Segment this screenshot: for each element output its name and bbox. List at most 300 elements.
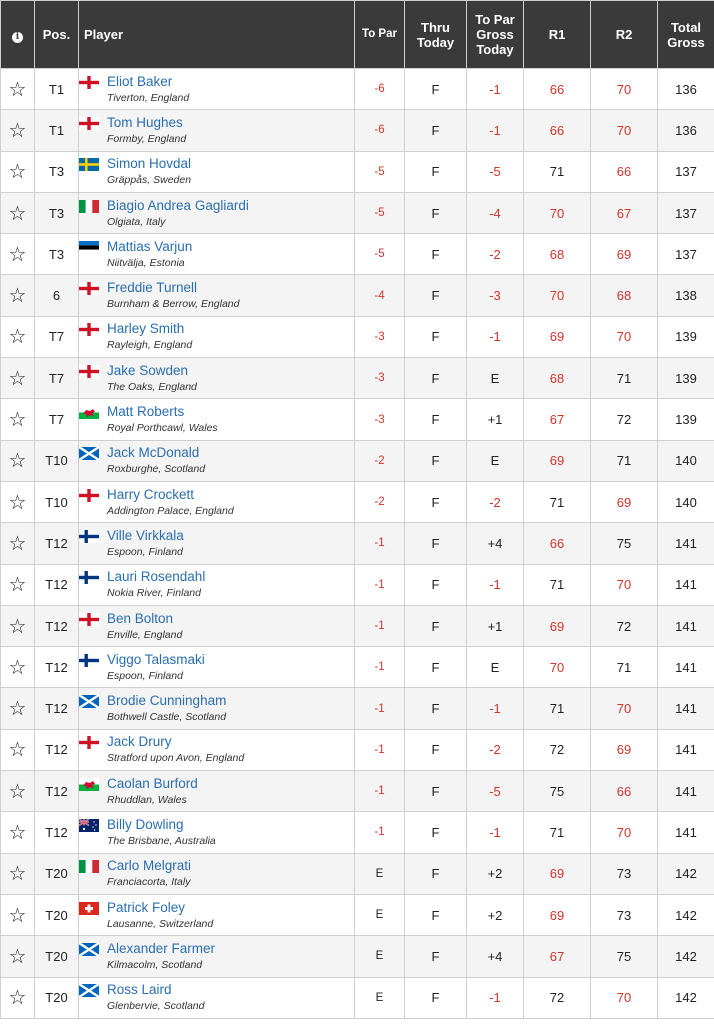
favorite-star-icon[interactable]: ☆ [1,812,35,853]
r2-cell: 70 [591,110,658,151]
r1-cell: 69 [524,440,591,481]
total-gross-cell: 141 [658,647,714,688]
r2-cell: 71 [591,647,658,688]
player-text [107,775,198,808]
to-par-gross-today-header[interactable] [467,1,524,69]
player-hometown: Glenbervie, Scotland [107,1000,205,1013]
pos-cell: T12 [35,523,79,564]
to-par-cell: -5 [355,192,405,233]
total-gross-header[interactable] [658,1,714,69]
player-hometown: Bothwell Castle, Scotland [107,711,227,724]
table-row[interactable] [1,523,714,564]
scotland-flag-icon [79,695,99,708]
to-par-cell: -2 [355,440,405,481]
player-wrap [79,279,354,312]
scotland-flag-icon [79,943,99,956]
player-cell [79,399,355,440]
player-name-link[interactable]: Carlo Melgrati [107,858,192,874]
gross-today-cell: -3 [467,275,524,316]
gross-today-line-3: Today [476,42,514,57]
thru-cell: F [405,399,467,440]
table-row[interactable] [1,399,714,440]
gross-today-cell: -1 [467,110,524,151]
to-par-cell: -1 [355,605,405,646]
table-row[interactable] [1,234,714,275]
thru-cell: F [405,853,467,894]
player-name-link[interactable]: Tom Hughes [107,114,183,130]
player-cell [79,481,355,522]
favorite-star-icon[interactable]: ☆ [1,688,35,729]
estonia-flag-icon [79,241,99,254]
pos-cell: T10 [35,440,79,481]
player-name-link[interactable]: Patrick Foley [107,899,186,915]
pos-cell: T1 [35,110,79,151]
favorite-star-icon[interactable]: ☆ [1,440,35,481]
player-wrap [79,692,354,725]
player-cell [79,894,355,935]
favorite-star-icon[interactable]: ☆ [1,853,35,894]
favorite-star-icon[interactable]: ☆ [1,358,35,399]
table-row[interactable] [1,151,714,192]
favorite-star-icon[interactable]: ☆ [1,729,35,770]
r1-cell: 72 [524,729,591,770]
thru-cell: F [405,192,467,233]
r1-cell: 69 [524,316,591,357]
favorite-star-icon[interactable]: ☆ [1,151,35,192]
player-text [107,981,204,1014]
player-name-link[interactable]: Viggo Talasmaki [107,651,205,667]
table-row[interactable] [1,69,714,110]
total-gross-cell: 139 [658,358,714,399]
gross-today-cell: +4 [467,936,524,977]
total-gross-cell: 137 [658,151,714,192]
thru-cell: F [405,69,467,110]
pos-cell: T20 [35,936,79,977]
player-wrap [79,320,354,353]
player-hometown: The Brisbane, Australia [107,834,216,847]
table-row[interactable] [1,812,714,853]
to-par-cell: -1 [355,523,405,564]
thru-cell: F [405,564,467,605]
sweden-flag-icon [79,158,99,171]
table-row[interactable] [1,564,714,605]
player-name-link[interactable]: Freddie Turnell [107,280,198,296]
pos-header[interactable]: Pos. [35,1,79,69]
thru-today-header[interactable] [405,1,467,69]
total-gross-cell: 139 [658,316,714,357]
pos-cell: T3 [35,234,79,275]
pos-cell: T12 [35,771,79,812]
table-row[interactable] [1,316,714,357]
r1-cell: 71 [524,564,591,605]
thru-cell: F [405,234,467,275]
pos-cell: T20 [35,977,79,1018]
player-cell [79,316,355,357]
total-gross-cell: 141 [658,771,714,812]
player-name-link[interactable]: Simon Hovdal [107,156,192,172]
to-par-cell: -3 [355,358,405,399]
pos-cell: T12 [35,647,79,688]
info-header[interactable] [1,1,35,69]
player-hometown: Tiverton, England [107,91,190,104]
r1-cell: 68 [524,358,591,399]
pos-cell: T12 [35,688,79,729]
gross-today-line-1: To Par [475,12,515,27]
player-cell [79,523,355,564]
table-row[interactable] [1,358,714,399]
thru-cell: F [405,977,467,1018]
to-par-cell: -2 [355,481,405,522]
favorite-star-icon[interactable]: ☆ [1,564,35,605]
r2-cell: 69 [591,481,658,522]
table-row[interactable] [1,853,714,894]
gross-today-cell: -5 [467,771,524,812]
player-cell [79,192,355,233]
scotland-flag-icon [79,984,99,997]
total-gross-cell: 136 [658,110,714,151]
r1-cell: 66 [524,523,591,564]
player-name-link[interactable]: Harley Smith [107,321,185,337]
player-hometown: Espoon, Finland [107,545,183,558]
thru-cell: F [405,275,467,316]
player-text [107,320,192,353]
player-text [107,733,244,766]
thru-today-line-1: Thru [421,19,450,35]
gross-today-cell: -1 [467,688,524,729]
thru-cell: F [405,316,467,357]
player-text [107,114,186,147]
table-row[interactable] [1,936,714,977]
player-text [107,527,184,560]
table-row[interactable] [1,192,714,233]
thru-cell: F [405,605,467,646]
player-name-link[interactable]: Jack Drury [107,734,172,750]
r1-cell: 70 [524,647,591,688]
total-gross-cell: 141 [658,605,714,646]
favorite-star-icon[interactable]: ☆ [1,647,35,688]
gross-today-cell: E [467,358,524,399]
r1-cell: 71 [524,812,591,853]
italy-flag-icon [79,200,99,213]
r2-cell: 66 [591,151,658,192]
player-text [107,610,182,643]
total-gross-cell: 141 [658,729,714,770]
r1-cell: 71 [524,151,591,192]
pos-cell: 6 [35,275,79,316]
r1-cell: 66 [524,69,591,110]
player-name-link[interactable]: Lauri Rosendahl [107,569,206,585]
table-row[interactable] [1,440,714,481]
player-name-link[interactable]: Ville Virkkala [107,527,184,543]
r2-cell: 69 [591,729,658,770]
player-wrap [79,362,354,395]
player-wrap [79,899,354,932]
total-gross-cell: 139 [658,399,714,440]
player-wrap [79,486,354,519]
pos-cell: T7 [35,399,79,440]
r1-cell: 70 [524,192,591,233]
england-flag-icon [79,76,99,89]
pos-cell: T12 [35,812,79,853]
player-text [107,692,226,725]
player-name-link[interactable]: Brodie Cunningham [107,693,227,709]
to-par-cell: -3 [355,316,405,357]
player-text [107,816,216,849]
pos-cell: T7 [35,358,79,399]
thru-cell: F [405,151,467,192]
player-cell [79,812,355,853]
thru-cell: F [405,688,467,729]
player-hometown: Enville, England [107,628,183,641]
scotland-flag-icon [79,447,99,460]
favorite-star-icon[interactable]: ☆ [1,523,35,564]
table-row[interactable] [1,110,714,151]
gross-today-cell: +1 [467,399,524,440]
player-name-link[interactable]: Mattias Varjun [107,238,193,254]
player-header[interactable]: Player [79,1,355,69]
favorite-star-icon[interactable]: ☆ [1,936,35,977]
r1-cell: 69 [524,853,591,894]
r1-cell: 70 [524,275,591,316]
to-par-header[interactable]: To Par [355,1,405,69]
player-name-link[interactable]: Eliot Baker [107,73,173,89]
player-text [107,238,192,271]
player-hometown: Espoon, Finland [107,669,183,682]
player-hometown: The Oaks, England [107,380,197,393]
r1-header[interactable]: R1 [524,1,591,69]
player-hometown: Lausanne, Switzerland [107,917,214,930]
r1-cell: 68 [524,234,591,275]
gross-today-cell: +2 [467,853,524,894]
player-name-link[interactable]: Caolan Burford [107,775,198,791]
favorite-star-icon[interactable]: ☆ [1,316,35,357]
total-gross-cell: 142 [658,936,714,977]
r2-cell: 70 [591,564,658,605]
player-text [107,403,218,436]
player-text [107,73,189,106]
italy-flag-icon [79,860,99,873]
player-cell [79,936,355,977]
player-wrap [79,651,354,684]
total-gross-cell: 137 [658,192,714,233]
player-cell [79,69,355,110]
favorite-star-icon[interactable]: ☆ [1,771,35,812]
table-row[interactable] [1,771,714,812]
player-wrap [79,940,354,973]
player-cell [79,647,355,688]
table-row[interactable] [1,275,714,316]
player-name-link[interactable]: Ben Bolton [107,610,174,626]
player-name-link[interactable]: Billy Dowling [107,816,184,832]
r2-cell: 75 [591,523,658,564]
total-gross-cell: 137 [658,234,714,275]
favorite-star-icon[interactable]: ☆ [1,275,35,316]
thru-cell: F [405,440,467,481]
to-par-cell: -6 [355,69,405,110]
player-text [107,857,191,890]
player-text [107,444,205,477]
total-gross-cell: 142 [658,894,714,935]
thru-cell: F [405,771,467,812]
gross-today-cell: E [467,647,524,688]
finland-flag-icon [79,530,99,543]
r1-cell: 69 [524,605,591,646]
r2-cell: 73 [591,853,658,894]
player-wrap [79,981,354,1014]
r1-cell: 67 [524,399,591,440]
england-flag-icon [79,117,99,130]
player-cell [79,110,355,151]
total-gross-cell: 140 [658,481,714,522]
info-icon[interactable]: i [12,32,23,43]
pos-cell: T3 [35,151,79,192]
favorite-star-icon[interactable]: ☆ [1,894,35,935]
total-gross-cell: 142 [658,853,714,894]
to-par-cell: -1 [355,729,405,770]
player-cell [79,729,355,770]
to-par-cell: -4 [355,275,405,316]
thru-cell: F [405,812,467,853]
r2-cell: 70 [591,69,658,110]
player-hometown: Roxburghe, Scotland [107,463,206,476]
player-hometown: Rayleigh, England [107,339,193,352]
player-text [107,486,234,519]
gross-today-cell: -2 [467,729,524,770]
r1-cell: 69 [524,894,591,935]
player-name-link[interactable]: Alexander Farmer [107,940,216,956]
r1-cell: 72 [524,977,591,1018]
r2-cell: 72 [591,605,658,646]
r1-cell: 71 [524,481,591,522]
total-gross-cell: 141 [658,564,714,605]
player-hometown: Burnham & Berrow, England [107,298,240,311]
r2-cell: 66 [591,771,658,812]
thru-cell: F [405,936,467,977]
r2-cell: 71 [591,440,658,481]
favorite-star-icon[interactable]: ☆ [1,110,35,151]
player-hometown: Addington Palace, England [107,504,234,517]
player-name-link[interactable]: Matt Roberts [107,404,185,420]
player-wrap [79,114,354,147]
player-hometown: Nokia River, Finland [107,587,201,600]
player-hometown: Franciacorta, Italy [107,876,191,889]
r2-cell: 70 [591,316,658,357]
wales-flag-icon [79,778,99,791]
favorite-star-icon[interactable]: ☆ [1,234,35,275]
player-name-link[interactable]: Jake Sowden [107,362,189,378]
favorite-star-icon[interactable]: ☆ [1,977,35,1018]
total-gross-cell: 141 [658,812,714,853]
player-wrap [79,816,354,849]
r2-cell: 70 [591,688,658,729]
player-name-link[interactable]: Jack McDonald [107,445,200,461]
gross-today-cell: -1 [467,564,524,605]
player-wrap [79,733,354,766]
to-par-cell: -1 [355,564,405,605]
to-par-cell: E [355,936,405,977]
player-text [107,568,205,601]
total-gross-cell: 138 [658,275,714,316]
total-gross-cell: 141 [658,523,714,564]
gross-today-cell: E [467,440,524,481]
player-hometown: Royal Porthcawl, Wales [107,422,218,435]
r2-cell: 70 [591,812,658,853]
r2-cell: 73 [591,894,658,935]
favorite-star-icon[interactable]: ☆ [1,481,35,522]
table-row[interactable] [1,647,714,688]
player-wrap [79,403,354,436]
player-text [107,651,205,684]
player-text [107,197,249,230]
table-row[interactable] [1,977,714,1018]
player-cell [79,151,355,192]
player-wrap [79,610,354,643]
favorite-star-icon[interactable]: ☆ [1,605,35,646]
to-par-cell: E [355,977,405,1018]
gross-today-cell: -1 [467,977,524,1018]
table-row[interactable] [1,894,714,935]
player-cell [79,564,355,605]
total-gross-line-2: Gross [667,34,705,50]
player-name-link[interactable]: Ross Laird [107,982,172,998]
gross-today-cell: -1 [467,69,524,110]
to-par-cell: -1 [355,771,405,812]
table-row[interactable] [1,729,714,770]
player-cell [79,234,355,275]
header-row [1,1,714,69]
player-name-link[interactable]: Harry Crockett [107,486,195,502]
table-row[interactable] [1,688,714,729]
total-gross-line-1: Total [670,19,702,35]
r1-cell: 75 [524,771,591,812]
thru-cell: F [405,110,467,151]
favorite-star-icon[interactable]: ☆ [1,399,35,440]
pos-cell: T12 [35,564,79,605]
total-gross-cell: 141 [658,688,714,729]
player-wrap [79,73,354,106]
player-cell [79,605,355,646]
table-row[interactable] [1,605,714,646]
player-hometown: Olgiata, Italy [107,215,166,228]
total-gross-cell: 142 [658,977,714,1018]
r2-header[interactable]: R2 [591,1,658,69]
r2-cell: 70 [591,977,658,1018]
to-par-cell: -1 [355,647,405,688]
switzerland-flag-icon [79,902,99,915]
thru-today-line-2: Today [416,34,455,50]
player-wrap [79,527,354,560]
player-wrap [79,775,354,808]
table-row[interactable] [1,481,714,522]
to-par-cell: -6 [355,110,405,151]
pos-cell: T20 [35,894,79,935]
to-par-cell: E [355,853,405,894]
player-name-link[interactable]: Biagio Andrea Gagliardi [107,197,249,213]
r2-cell: 75 [591,936,658,977]
gross-today-cell: -1 [467,812,524,853]
player-cell [79,688,355,729]
favorite-star-icon[interactable]: ☆ [1,192,35,233]
pos-cell: T12 [35,729,79,770]
thru-cell: F [405,523,467,564]
player-wrap [79,197,354,230]
player-cell [79,771,355,812]
player-hometown: Stratford upon Avon, England [107,752,245,765]
player-cell [79,440,355,481]
player-text [107,362,197,395]
favorite-star-icon[interactable]: ☆ [1,69,35,110]
player-hometown: Kilmacolm, Scotland [107,958,203,971]
